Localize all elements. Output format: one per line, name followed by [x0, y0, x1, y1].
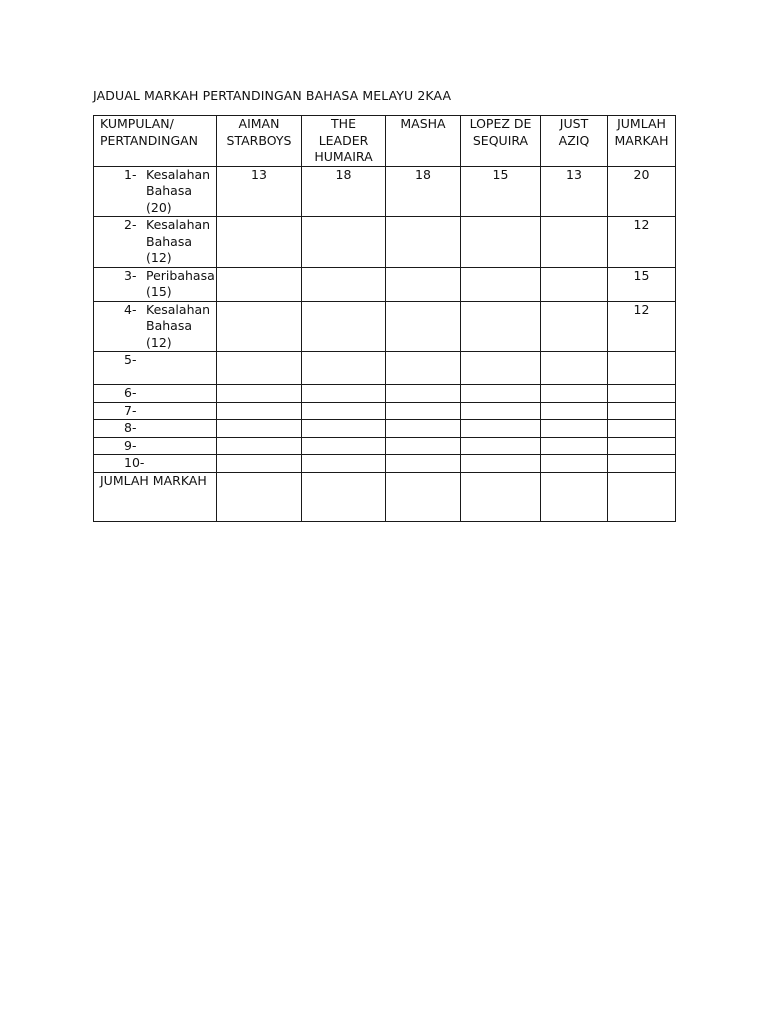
event-name-line: Kesalahan	[146, 217, 211, 232]
score-cell	[217, 437, 302, 455]
score-cell	[541, 402, 608, 420]
header-row	[94, 116, 676, 167]
score-cell	[461, 352, 541, 385]
event-item	[100, 167, 214, 217]
event-cell	[94, 166, 217, 217]
event-name-line: Peribahasa	[146, 267, 215, 283]
event-name-line: Bahasa	[146, 233, 192, 249]
total-cell	[302, 472, 386, 521]
table-row	[94, 437, 676, 455]
score-cell	[461, 217, 541, 268]
total-cell	[608, 472, 676, 521]
total-score-cell	[608, 402, 676, 420]
score-cell	[541, 385, 608, 403]
event-item	[100, 217, 214, 267]
total-score-cell	[608, 455, 676, 473]
header-text-line: LEADER	[318, 132, 369, 148]
event-cell	[94, 301, 217, 352]
score-cell	[302, 217, 386, 268]
total-score-cell	[608, 385, 676, 403]
score-cell	[302, 420, 386, 438]
header-text-line: JUST	[559, 116, 589, 131]
event-item	[100, 352, 214, 369]
header-text-line: AZIQ	[558, 132, 590, 148]
header-cell-group	[217, 116, 302, 167]
event-number: 10-	[124, 455, 145, 470]
event-number: 8-	[124, 420, 137, 435]
event-cell	[94, 455, 217, 473]
header-text-line: HUMAIRA	[314, 149, 373, 164]
table-row	[94, 402, 676, 420]
score-cell	[386, 455, 461, 473]
score-cell	[386, 352, 461, 385]
event-item	[100, 403, 214, 420]
event-number: 3-	[124, 267, 137, 283]
event-name	[146, 217, 210, 267]
total-score-cell	[608, 437, 676, 455]
event-name	[146, 302, 210, 352]
table-row	[94, 166, 676, 217]
score-cell	[302, 301, 386, 352]
total-score-cell: 20	[608, 166, 676, 217]
score-cell	[461, 420, 541, 438]
event-name-line: (20)	[146, 199, 172, 215]
score-cell	[302, 455, 386, 473]
header-text-line: STARBOYS	[226, 132, 292, 148]
score-cell	[217, 385, 302, 403]
score-cell	[461, 301, 541, 352]
event-name	[146, 268, 215, 301]
score-cell	[302, 402, 386, 420]
total-cell	[217, 472, 302, 521]
score-cell: 18	[386, 166, 461, 217]
event-number: 5-	[124, 352, 137, 367]
total-score-cell	[608, 420, 676, 438]
event-item	[100, 385, 214, 402]
score-cell: 18	[302, 166, 386, 217]
header-cell-group	[608, 116, 676, 167]
document-title: JADUAL MARKAH PERTANDINGAN BAHASA MELAYU 2KAA	[93, 88, 452, 103]
score-cell	[217, 420, 302, 438]
event-number: 1-	[124, 166, 137, 182]
header-text-line: AIMAN	[238, 116, 280, 131]
table-body	[94, 116, 676, 522]
header-cell-group-event	[94, 116, 217, 167]
header-text-line: SEQUIRA	[472, 132, 529, 148]
event-cell	[94, 402, 217, 420]
score-cell	[217, 402, 302, 420]
score-cell	[386, 385, 461, 403]
event-name-line: (12)	[146, 334, 172, 350]
score-table	[93, 115, 676, 522]
event-item	[100, 438, 214, 455]
header-cell-group	[541, 116, 608, 167]
total-score-cell: 12	[608, 217, 676, 268]
score-cell	[217, 455, 302, 473]
table-row	[94, 301, 676, 352]
total-cell	[386, 472, 461, 521]
total-score-cell: 15	[608, 267, 676, 301]
score-cell	[302, 385, 386, 403]
table-row	[94, 217, 676, 268]
header-text-line: JUMLAH	[617, 116, 666, 131]
score-cell	[541, 420, 608, 438]
score-cell	[386, 420, 461, 438]
event-number: 2-	[124, 217, 137, 232]
score-cell	[386, 217, 461, 268]
event-number: 9-	[124, 437, 137, 453]
score-cell	[461, 385, 541, 403]
score-cell	[217, 267, 302, 301]
event-number: 7-	[124, 402, 137, 418]
event-cell	[94, 420, 217, 438]
score-cell	[217, 352, 302, 385]
table-row	[94, 455, 676, 473]
score-cell	[386, 437, 461, 455]
table-row	[94, 420, 676, 438]
table-row	[94, 352, 676, 385]
event-number: 6-	[124, 385, 137, 400]
score-cell	[541, 267, 608, 301]
event-name-line: Kesalahan	[146, 301, 211, 317]
header-text-line: MASHA	[400, 116, 446, 131]
score-cell	[461, 437, 541, 455]
header-cell-group	[461, 116, 541, 167]
score-cell	[302, 267, 386, 301]
score-cell	[217, 301, 302, 352]
score-cell	[541, 352, 608, 385]
header-cell-group	[386, 116, 461, 167]
score-cell	[541, 301, 608, 352]
score-cell	[541, 217, 608, 268]
event-number: 4-	[124, 301, 137, 317]
event-cell	[94, 267, 217, 301]
header-text-line: LOPEZ DE	[469, 116, 532, 131]
header-text-line: THE	[331, 116, 356, 131]
event-name-line: Bahasa	[146, 183, 192, 198]
event-name-line: Kesalahan	[146, 166, 211, 182]
total-row	[94, 472, 676, 521]
score-cell	[386, 402, 461, 420]
total-label-cell: JUMLAH MARKAH	[94, 472, 217, 521]
score-cell	[217, 217, 302, 268]
score-cell	[461, 267, 541, 301]
total-score-cell	[608, 352, 676, 385]
event-item	[100, 420, 214, 437]
event-item	[100, 302, 214, 352]
event-cell	[94, 385, 217, 403]
score-cell	[386, 267, 461, 301]
table-row	[94, 267, 676, 301]
header-text-line: KUMPULAN/	[100, 116, 174, 131]
table-row	[94, 385, 676, 403]
event-item	[100, 455, 214, 472]
header-text-line: MARKAH	[614, 132, 669, 148]
score-cell	[302, 352, 386, 385]
header-text-line: PERTANDINGAN	[100, 132, 199, 148]
score-cell: 13	[541, 166, 608, 217]
total-score-cell: 12	[608, 301, 676, 352]
score-cell	[541, 437, 608, 455]
score-cell	[541, 455, 608, 473]
event-item	[100, 268, 214, 301]
event-name-line: (15)	[146, 284, 172, 299]
event-name	[146, 167, 210, 217]
header-cell-group	[302, 116, 386, 167]
event-cell	[94, 217, 217, 268]
score-cell: 13	[217, 166, 302, 217]
score-cell	[461, 455, 541, 473]
event-cell	[94, 352, 217, 385]
event-name-line: (12)	[146, 250, 172, 265]
score-cell: 15	[461, 166, 541, 217]
event-name-line: Bahasa	[146, 318, 192, 333]
score-cell	[386, 301, 461, 352]
total-cell	[541, 472, 608, 521]
score-cell	[302, 437, 386, 455]
score-cell	[461, 402, 541, 420]
event-cell	[94, 437, 217, 455]
total-cell	[461, 472, 541, 521]
